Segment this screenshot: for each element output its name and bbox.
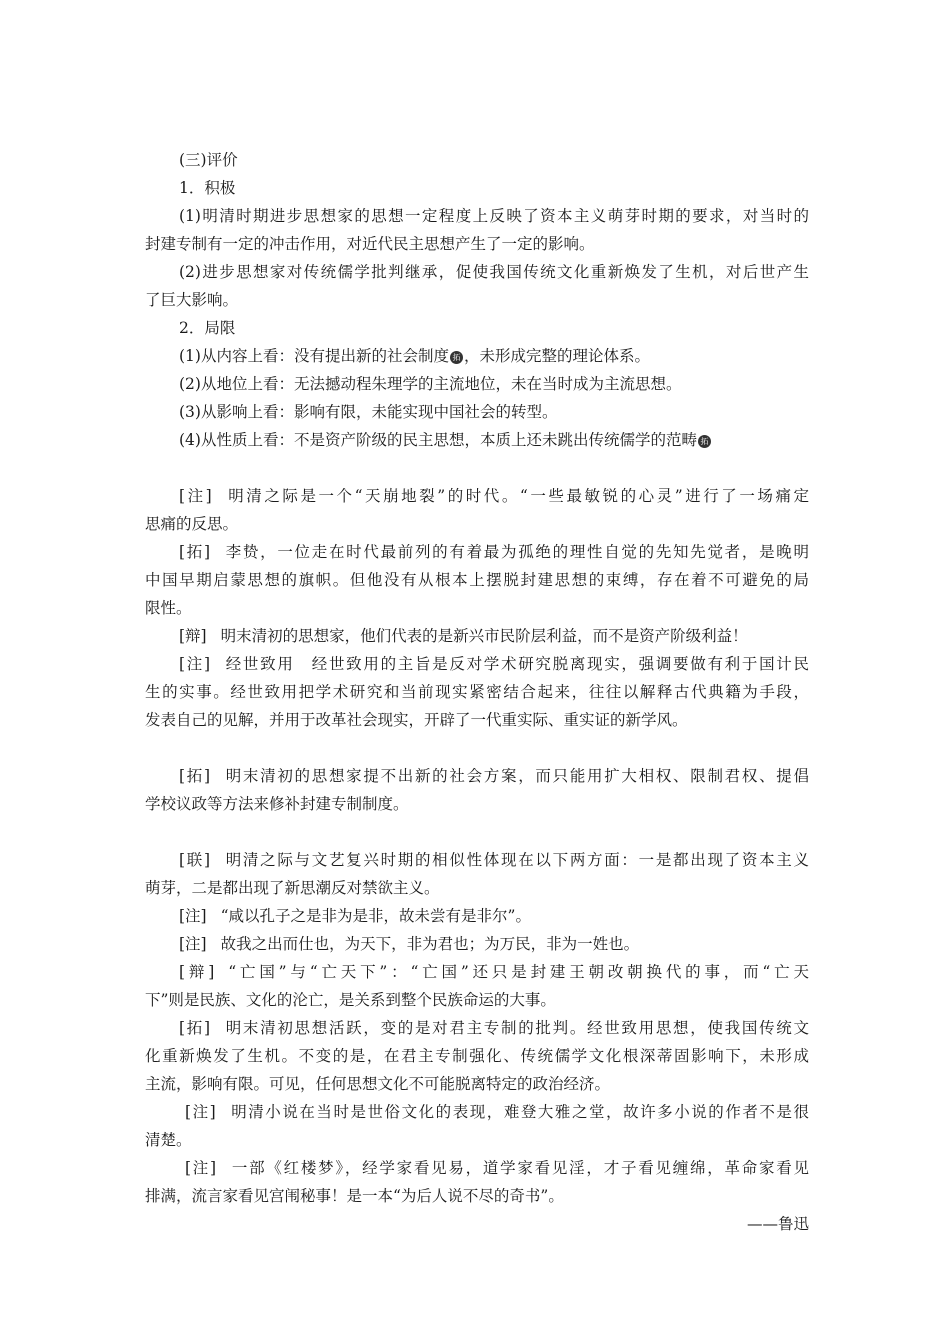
limit-point-1-text-cont: ，未形成完整的理论体系。: [463, 347, 650, 365]
limit-point-2: (2)从地位上看：无法撼动程朱理学的主流地位，未在当时成为主流思想。: [179, 375, 682, 393]
note-5-cont: 学校议政等方法来修补封建专制制度。: [145, 795, 409, 813]
note-text: 明末清初的思想家，他们代表的是新兴市民阶层利益，而不是资产阶级利益！: [220, 627, 748, 645]
note-9-cont: 下”则是民族、文化的沦亡，是关系到整个民族命运的大事。: [145, 991, 556, 1009]
note-tag: [注]: [179, 487, 212, 505]
note-tag: [辩]: [179, 627, 207, 645]
note-tag: [注]: [179, 907, 207, 925]
note-text: 明末清初思想活跃，变的是对君主专制的批判。经世致用思想，使我国传统文: [224, 1019, 809, 1037]
note-10-cont: 化重新焕发了生机。不变的是，在君主专制强化、传统儒学文化根深蒂固影响下，未形成: [145, 1047, 809, 1065]
note-12: [145, 1154, 809, 1182]
section-heading: (三)评价: [179, 151, 238, 169]
note-tag: [联]: [179, 851, 211, 869]
limit-point-1-text: (1)从内容上看：没有提出新的社会制度: [179, 347, 449, 365]
limit-point-4-text: (4)从性质上看：不是资产阶级的民主思想，本质上还未跳出传统儒学的范畴: [179, 431, 697, 449]
note-3: [145, 622, 809, 650]
note-1: [145, 482, 809, 510]
note-10-cont-2: 主流，影响有限。可见，任何思想文化不可能脱离特定的政治经济。: [145, 1075, 611, 1093]
note-text: 明末清初的思想家提不出新的社会方案，而只能用扩大相权、限制君权、提倡: [224, 767, 809, 785]
positive-point-2: (2)进步思想家对传统儒学批判继承，促使我国传统文化重新焕发了生机，对后世产生: [179, 263, 809, 281]
note-text: “咸以孔子之是非为是非，故未尝有是非尔”。: [220, 907, 531, 925]
note-11: [145, 1098, 809, 1126]
quote-attribution: ——鲁迅: [746, 1215, 809, 1233]
note-tag: [注]: [185, 1103, 216, 1121]
note-tag: [注]: [179, 655, 211, 673]
note-2-cont-2: 限性。: [145, 599, 192, 617]
note-text: 故我之出而仕也，为天下，非为君也；为万民，非为一姓也。: [220, 935, 640, 953]
note-11-cont: 清楚。: [145, 1131, 192, 1149]
note-text: 明清之际是一个“天崩地裂”的时代。“一些最敏锐的心灵”进行了一场痛定: [225, 487, 809, 505]
note-text: 明清之际与文艺复兴时期的相似性体现在以下两方面：一是都出现了资本主义: [224, 851, 809, 869]
note-2-cont: 中国早期启蒙思想的旗帜。但他没有从根本上摆脱封建思想的束缚，存在着不可避免的局: [145, 571, 809, 589]
note-tag: [辩]: [179, 963, 215, 981]
note-6-cont: 萌芽，二是都出现了新思潮反对禁欲主义。: [145, 879, 440, 897]
expand-mark-icon: 拓: [450, 351, 463, 364]
note-text: 经世致用 经世致用的主旨是反对学术研究脱离现实，强调要做有利于国计民: [224, 655, 809, 673]
note-tag: [注]: [179, 935, 207, 953]
note-tag: [注]: [185, 1159, 217, 1177]
limit-point-1: [145, 342, 809, 370]
note-6: [145, 846, 809, 874]
note-text: 明清小说在当时是世俗文化的表现，难登大雅之堂，故许多小说的作者不是很: [229, 1103, 809, 1121]
note-5: [145, 762, 809, 790]
note-text: “亡国”与“亡天下”：“亡国”还只是封建王朝改朝换代的事，而“亡天: [228, 963, 809, 981]
note-12-cont: 排满，流言家看见宫闱秘事！是一本“为后人说不尽的奇书”。: [145, 1187, 564, 1205]
note-tag: [拓]: [179, 767, 211, 785]
limit-title: 2．局限: [179, 319, 236, 337]
note-2: [145, 538, 809, 566]
document-page: [145, 146, 809, 1238]
note-4-cont-2: 发表自己的见解，并用于改革社会现实，开辟了一代重实际、重实证的新学风。: [145, 711, 688, 729]
positive-title: 1．积极: [179, 179, 236, 197]
limit-point-3: (3)从影响上看：影响有限，未能实现中国社会的转型。: [179, 403, 558, 421]
note-7: [145, 902, 809, 930]
limit-point-4: [145, 426, 809, 454]
note-4: [145, 650, 809, 678]
positive-point-2-cont: 了巨大影响。: [145, 291, 239, 309]
note-9: [145, 958, 809, 986]
note-4-cont: 生的实事。经世致用把学术研究和当前现实紧密结合起来，往往以解释古代典籍为手段，: [145, 683, 809, 701]
note-text: 李贽，一位走在时代最前列的有着最为孤绝的理性自觉的先知先觉者，是晚明: [224, 543, 809, 561]
note-text: 一部《红楼梦》，经学家看见易，道学家看见淫，才子看见缠绵，革命家看见: [230, 1159, 809, 1177]
positive-point-1: (1)明清时期进步思想家的思想一定程度上反映了资本主义萌芽时期的要求，对当时的: [179, 207, 809, 225]
expand-mark-icon: 拓: [698, 435, 711, 448]
note-10: [145, 1014, 809, 1042]
note-tag: [拓]: [179, 543, 211, 561]
positive-point-1-cont: 封建专制有一定的冲击作用，对近代民主思想产生了一定的影响。: [145, 235, 595, 253]
note-8: [145, 930, 809, 958]
note-1-cont: 思痛的反思。: [145, 515, 239, 533]
note-tag: [拓]: [179, 1019, 211, 1037]
